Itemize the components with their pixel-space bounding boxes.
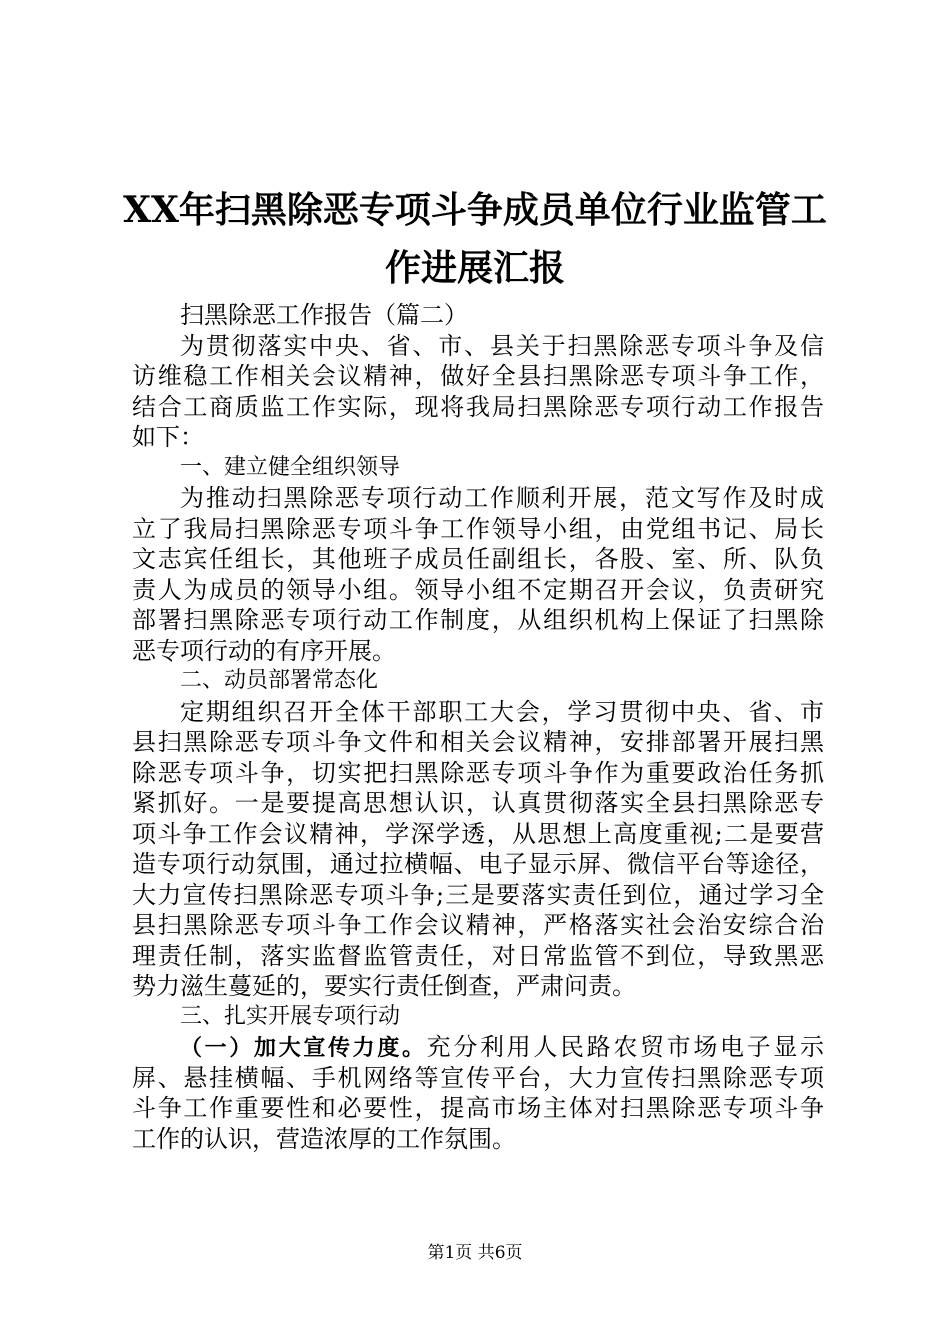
section-3-sub-1-line: 工作的认识，营造浓厚的工作氛围。 [132,1124,516,1153]
document-title-line-2: 作进展汇报 [384,247,565,289]
section-1-line: 责人为成员的领导小组。领导小组不定期召开会议，负责研究 [132,575,824,604]
section-3-heading: 三、扎实开展专项行动 [180,1003,401,1029]
report-subtitle: 扫黑除恶工作报告（篇二） [180,301,468,329]
section-2-line: 除恶专项斗争，切实把扫黑除恶专项斗争作为重要政治任务抓 [132,758,824,787]
section-2-line: 紧抓好。一是要提高思想认识，认真贯彻落实全县扫黑除恶专 [132,789,824,817]
section-1-heading: 一、建立健全组织领导 [180,454,401,480]
section-2-line: 项斗争工作会议精神，学深学透，从思想上高度重视;二是要营 [132,819,824,848]
document-title-line-1: XX年扫黑除恶专项斗争成员单位行业监管工 [123,189,827,231]
section-1-line: 恶专项行动的有序开展。 [132,636,396,665]
section-2-line: 理责任制，落实监督监管责任，对日常监管不到位，导致黑恶 [132,941,824,970]
section-1-line: 为推动扫黑除恶专项行动工作顺利开展，范文写作及时成 [180,484,824,512]
intro-line: 如下： [132,423,204,451]
section-1-line: 立了我局扫黑除恶专项斗争工作领导小组，由党组书记、局长 [132,514,824,543]
page-number-footer: 第1页 共6页 [427,1243,523,1263]
section-3-sub-1-label: （一）加大宣传力度。 [180,1036,427,1061]
section-3-sub-1-line: 斗争工作重要性和必要性，提高市场主体对扫黑除恶专项斗争 [132,1094,824,1122]
section-3-sub-1-first-line [132,1032,824,1063]
section-2-line: 造专项行动氛围，通过拉横幅、电子显示屏、微信平台等途径， [132,850,824,878]
section-1-line: 文志宾任组长，其他班子成员任副组长，各股、室、所、队负 [132,545,824,573]
section-2-line: 势力滋生蔓延的，要实行责任倒查，严肃问责。 [132,972,636,1000]
section-2-heading: 二、动员部署常态化 [180,668,379,693]
section-3-sub-1-first-text: 充分利用人民路农贸市场电子显示 [426,1033,824,1061]
document-body [132,300,824,1154]
section-2-line: 县扫黑除恶专项斗争文件和相关会议精神，安排部署开展扫黑 [132,728,824,756]
intro-line: 结合工商质监工作实际，现将我局扫黑除恶专项行动工作报告 [132,392,824,421]
section-2-line: 大力宣传扫黑除恶专项斗争;三是要落实责任到位，通过学习全 [132,880,824,909]
intro-line: 访维稳工作相关会议精神，做好全县扫黑除恶专项斗争工作， [132,362,824,390]
section-2-line: 县扫黑除恶专项斗争工作会议精神，严格落实社会治安综合治 [132,911,824,939]
section-3-sub-1-line: 屏、悬挂横幅、手机网络等宣传平台，大力宣传扫黑除恶专项 [132,1063,824,1092]
section-1-line: 部署扫黑除恶专项行动工作制度，从组织机构上保证了扫黑除 [132,606,824,634]
intro-line: 为贯彻落实中央、省、市、县关于扫黑除恶专项斗争及信 [180,331,824,360]
section-2-line: 定期组织召开全体干部职工大会，学习贯彻中央、省、市 [180,697,824,726]
